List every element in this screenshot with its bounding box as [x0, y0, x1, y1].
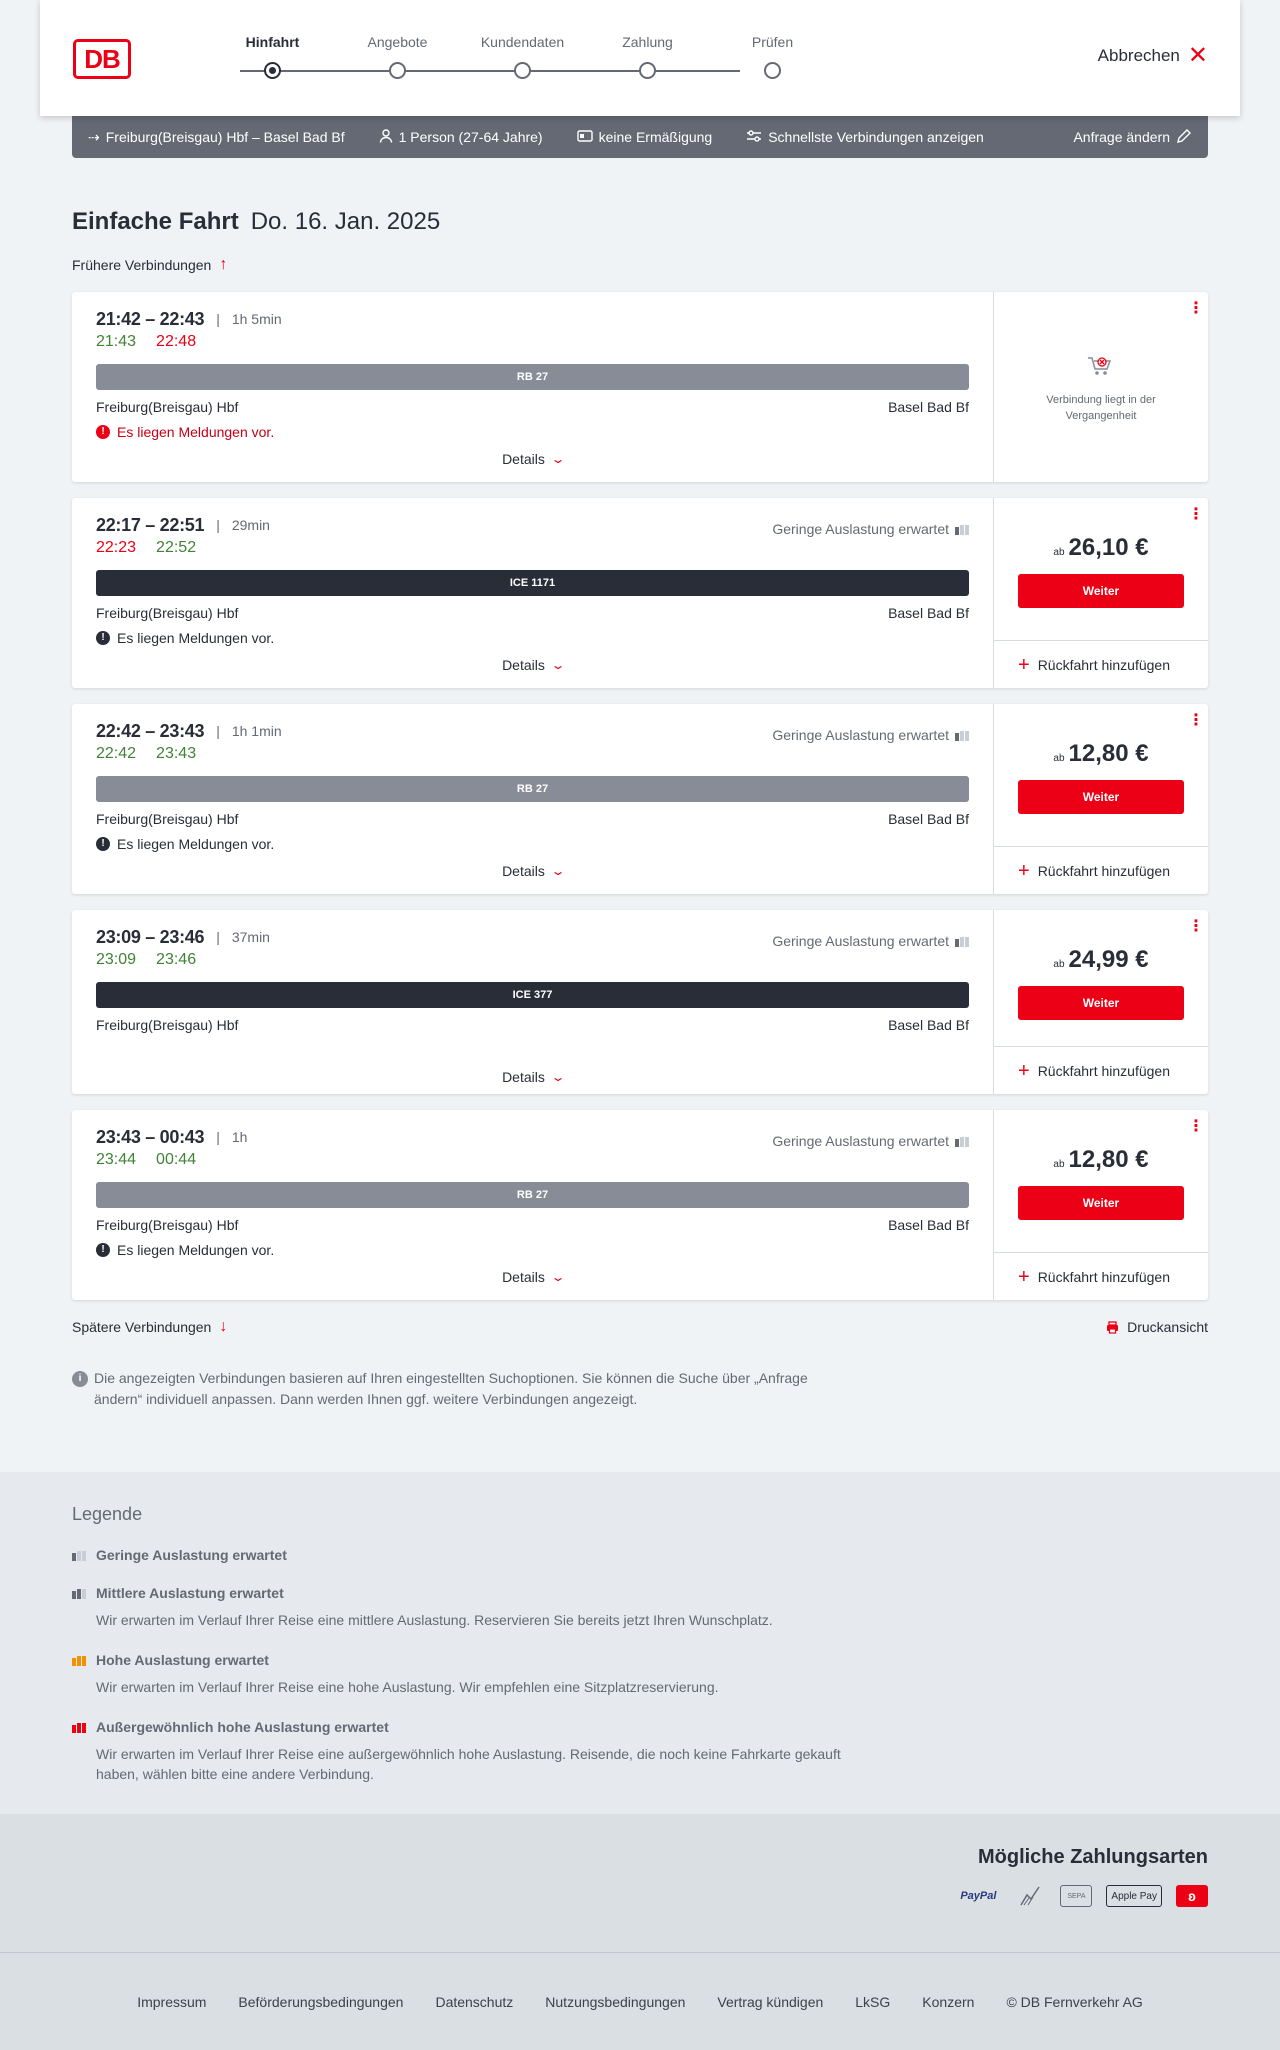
info-icon: i: [72, 1371, 88, 1387]
price-prefix: ab: [1053, 547, 1065, 558]
divider: |: [216, 311, 220, 327]
step-angebote: [335, 34, 460, 56]
message-notice: [96, 1241, 969, 1259]
scheduled-time: 21:42 – 22:43: [96, 308, 205, 329]
price-prefix: ab: [1053, 959, 1065, 970]
realtime-arrival: 00:44: [156, 1151, 197, 1168]
details-label: Details: [502, 451, 545, 467]
details-toggle[interactable]: [96, 657, 969, 691]
add-return-button[interactable]: [994, 846, 1208, 894]
divider: |: [216, 723, 220, 739]
legend-item-label: [72, 1652, 1208, 1668]
stations: [96, 605, 969, 623]
chevron-down-icon: ⌄: [550, 864, 566, 878]
step-dot: [389, 62, 406, 79]
earlier-connections-link[interactable]: [72, 256, 1208, 274]
add-return-label: Rückfahrt hinzufügen: [1037, 656, 1170, 673]
occupancy-low-icon: [955, 729, 969, 741]
connection-card: [72, 292, 1208, 482]
divider: |: [216, 517, 220, 533]
price-value: 12,80 €: [1068, 1146, 1149, 1173]
chevron-down-icon: ⌄: [550, 452, 566, 466]
plus-icon: +: [1018, 1059, 1030, 1082]
earlier-label: Frühere Verbindungen: [72, 257, 212, 273]
occupancy-low-icon: [955, 1135, 969, 1147]
legend-description: Wir erwarten im Verlauf Ihrer Reise eine mittlere Auslastung. Reservieren Sie bereits jetzt Ihren Wunschplatz.: [96, 1612, 773, 1628]
cart-unavailable-icon: [1087, 355, 1113, 377]
query-option: [746, 129, 984, 145]
duration: 37min: [231, 929, 270, 945]
message-notice: [96, 629, 969, 647]
more-options-icon[interactable]: ⋮: [1188, 300, 1204, 317]
legend-item-label: [72, 1719, 1208, 1735]
trip-date: Do. 16. Jan. 2025: [250, 208, 441, 235]
payment-methods-section: [0, 1814, 1280, 1952]
query-travellers-text: 1 Person (27-64 Jahre): [398, 129, 543, 145]
scheduled-time: 22:42 – 23:43: [96, 720, 205, 741]
payment-title: Mögliche Zahlungsarten: [977, 1846, 1208, 1868]
legend-description: Wir erwarten im Verlauf Ihrer Reise eine außergewöhnlich hohe Auslastung. Reisende, die noch keine Fahrkarte gekauft haben, wählen bitte eine andere Verbindung.: [96, 1746, 841, 1782]
occupancy-text: Geringe Auslastung erwartet: [772, 521, 949, 537]
realtime-departure: 22:23: [96, 539, 137, 556]
details-toggle[interactable]: [96, 1269, 969, 1303]
message-text: Es liegen Meldungen vor.: [117, 424, 275, 440]
paypal-icon: PayPal: [960, 1890, 997, 1902]
db-logo[interactable]: DB: [73, 39, 131, 79]
realtime-times: [96, 539, 969, 560]
add-return-label: Rückfahrt hinzufügen: [1037, 1268, 1170, 1285]
step-label: Hinfahrt: [245, 34, 300, 50]
occupancy-level-icon: [72, 1549, 90, 1561]
train-bar[interactable]: ICE 1171: [96, 570, 969, 596]
divider: |: [216, 1129, 220, 1145]
occupancy-text: Geringe Auslastung erwartet: [772, 727, 949, 743]
realtime-arrival: 22:52: [156, 539, 197, 556]
connection-details[interactable]: [72, 1110, 994, 1300]
realtime-times: [96, 745, 969, 766]
more-options-icon[interactable]: ⋮: [1188, 712, 1204, 729]
train-bar[interactable]: ICE 377: [96, 982, 969, 1008]
progress-steps: [210, 34, 794, 84]
message-text: Es liegen Meldungen vor.: [117, 836, 275, 852]
details-toggle[interactable]: [96, 1069, 969, 1103]
price: [994, 946, 1208, 974]
footer-link-befoerderungsbedingungen[interactable]: Beförderungsbedingungen: [238, 1993, 404, 2010]
alert-icon: !: [96, 837, 110, 851]
legend-item-label: [72, 1547, 1208, 1563]
legend-item: [72, 1547, 1208, 1563]
pencil-icon: [1176, 128, 1192, 147]
duration: 29min: [231, 517, 270, 533]
arrow-down-icon: ↓: [219, 1318, 228, 1335]
connection-card: [72, 910, 1208, 1094]
price-prefix: ab: [1053, 753, 1065, 764]
query-discount: [577, 129, 713, 145]
credit-card-icon: [1014, 1885, 1046, 1907]
train-bar[interactable]: RB 27: [96, 776, 969, 802]
cancel-label: Abbrechen: [1097, 46, 1180, 65]
continue-button[interactable]: Weiter: [1018, 780, 1184, 814]
occupancy-low-icon: [955, 523, 969, 535]
offer-panel: [994, 1110, 1208, 1300]
arrival-station: Basel Bad Bf: [888, 399, 969, 415]
more-options-icon[interactable]: ⋮: [1188, 506, 1204, 523]
continue-button[interactable]: Weiter: [1018, 574, 1184, 608]
later-connections-link[interactable]: [72, 1318, 227, 1336]
offer-panel: [994, 910, 1208, 1094]
step-dot: [639, 62, 656, 79]
step-label: Kundendaten: [480, 34, 565, 50]
arrow-up-icon: ↑: [219, 256, 228, 273]
step-hinfahrt[interactable]: [210, 34, 335, 56]
footer-link-nutzungsbedingungen[interactable]: Nutzungsbedingungen: [545, 1993, 686, 2010]
occupancy-level-icon: [72, 1587, 90, 1599]
realtime-departure: 21:43: [96, 333, 137, 350]
duration: 1h: [231, 1129, 248, 1145]
duration: 1h 5min: [231, 311, 282, 327]
offer-panel: [994, 498, 1208, 688]
connection-card: [72, 498, 1208, 688]
stations: [96, 399, 969, 417]
close-icon: ✕: [1187, 42, 1208, 69]
footer-link-vertrag-kuendigen[interactable]: Vertrag kündigen: [717, 1993, 824, 2010]
legend-label-text: Mittlere Auslastung erwartet: [96, 1585, 284, 1601]
realtime-times: [96, 951, 969, 972]
realtime-departure: 23:44: [96, 1151, 137, 1168]
occupancy-text: Geringe Auslastung erwartet: [772, 933, 949, 949]
legend-label-text: Außergewöhnlich hohe Auslastung erwartet: [96, 1719, 389, 1735]
details-toggle[interactable]: [96, 451, 969, 485]
realtime-times: [96, 1151, 969, 1172]
query-travellers: [379, 129, 543, 146]
legend-item-label: [72, 1585, 1208, 1601]
print-label: Druckansicht: [1127, 1319, 1208, 1335]
query-discount-text: keine Ermäßigung: [598, 129, 713, 145]
details-label: Details: [502, 1069, 545, 1085]
past-connection-text: Verbindung liegt in der Vergangenheit: [1046, 394, 1156, 422]
scheduled-time: 23:43 – 00:43: [96, 1126, 205, 1147]
details-label: Details: [502, 863, 545, 879]
footer-link-lksg[interactable]: LkSG: [855, 1993, 891, 2010]
print-view-link[interactable]: [1106, 1318, 1208, 1336]
alert-icon: !: [96, 1243, 110, 1257]
legend-label-text: Geringe Auslastung erwartet: [96, 1547, 287, 1563]
legend-section: [0, 1472, 1280, 1814]
payment-icons: [72, 1885, 1208, 1907]
footer-link-impressum[interactable]: Impressum: [137, 1993, 207, 2010]
legend-item: [72, 1652, 1208, 1697]
db-bonus-icon: ʚ: [1176, 1885, 1208, 1907]
realtime-departure: 23:09: [96, 951, 137, 968]
plus-icon: +: [1018, 653, 1030, 676]
later-label: Spätere Verbindungen: [72, 1319, 212, 1335]
trip-type: Einfache Fahrt: [72, 208, 239, 235]
step-label: Angebote: [367, 34, 428, 50]
departure-station: Freiburg(Breisgau) Hbf: [96, 811, 239, 827]
legend-description: Wir erwarten im Verlauf Ihrer Reise eine hohe Auslastung. Wir empfehlen eine Sitzplatzreservierung.: [96, 1679, 719, 1695]
arrival-station: Basel Bad Bf: [888, 1217, 969, 1233]
train-bar[interactable]: RB 27: [96, 364, 969, 390]
add-return-button[interactable]: [994, 1252, 1208, 1300]
continue-button[interactable]: Weiter: [1018, 986, 1184, 1020]
results-footer-links: [72, 1318, 1208, 1336]
footer-copyright: © DB Fernverkehr AG: [1006, 1993, 1143, 2010]
arrival-station: Basel Bad Bf: [888, 1017, 969, 1033]
price: [994, 1146, 1208, 1174]
occupancy-indicator: [772, 727, 969, 743]
chevron-down-icon: ⌄: [550, 1070, 566, 1084]
cancel-button[interactable]: [1097, 42, 1208, 69]
chevron-down-icon: ⌄: [550, 658, 566, 672]
price: [994, 740, 1208, 768]
message-notice: [96, 835, 969, 853]
message-text: Es liegen Meldungen vor.: [117, 1242, 275, 1258]
scheduled-time: 22:17 – 22:51: [96, 514, 205, 535]
alert-icon: !: [96, 425, 110, 439]
price-value: 12,80 €: [1068, 740, 1149, 767]
more-options-icon[interactable]: ⋮: [1188, 1118, 1204, 1135]
occupancy-indicator: [772, 1133, 969, 1149]
message-notice: [96, 423, 969, 441]
page-title: [72, 208, 1208, 236]
departure-station: Freiburg(Breisgau) Hbf: [96, 399, 239, 415]
connection-list: [72, 292, 1208, 1300]
chevron-down-icon: ⌄: [550, 1270, 566, 1284]
info-note: [72, 1368, 852, 1410]
card-icon: [577, 129, 593, 145]
sepa-icon: SEPA: [1060, 1885, 1092, 1907]
details-label: Details: [502, 657, 545, 673]
change-query-button[interactable]: [1073, 128, 1192, 147]
alert-icon: !: [96, 631, 110, 645]
legend-item: [72, 1585, 1208, 1630]
step-zahlung: [585, 34, 710, 56]
realtime-arrival: 23:46: [156, 951, 197, 968]
step-pruefen: [710, 34, 835, 56]
connection-details[interactable]: [72, 910, 994, 1094]
booking-header: [40, 0, 1240, 116]
price: [994, 534, 1208, 562]
occupancy-level-icon: [72, 1721, 90, 1733]
query-route: [88, 129, 345, 146]
more-options-icon[interactable]: ⋮: [1188, 918, 1204, 935]
connection-card: [72, 1110, 1208, 1300]
add-return-button[interactable]: [994, 640, 1208, 688]
divider: |: [216, 929, 220, 945]
step-dot: [764, 62, 781, 79]
schedule-times: [96, 308, 969, 330]
arrow-right-icon: ⇢: [88, 128, 100, 145]
info-text: Die angezeigten Verbindungen basieren auf Ihren eingestellten Suchoptionen. Sie können die Suche über „Anfrage ändern“ individuell anpassen. Dann werden Ihnen ggf. weitere Verbindungen angezeigt.: [94, 1370, 808, 1407]
realtime-times: [96, 333, 969, 354]
legend-title: Legende: [72, 1504, 143, 1524]
continue-button[interactable]: Weiter: [1018, 1186, 1184, 1220]
occupancy-text: Geringe Auslastung erwartet: [772, 1133, 949, 1149]
duration: 1h 1min: [231, 723, 282, 739]
legend-list: [72, 1547, 1208, 1784]
connection-card: [72, 704, 1208, 894]
add-return-label: Rückfahrt hinzufügen: [1037, 1062, 1170, 1079]
add-return-label: Rückfahrt hinzufügen: [1037, 862, 1170, 879]
query-option-text: Schnellste Verbindungen anzeigen: [768, 129, 984, 145]
footer: [0, 1952, 1280, 2050]
footer-link-datenschutz[interactable]: Datenschutz: [435, 1993, 514, 2010]
stations: [96, 811, 969, 829]
change-query-label: Anfrage ändern: [1073, 129, 1170, 145]
arrival-station: Basel Bad Bf: [888, 811, 969, 827]
step-dot: [264, 62, 281, 79]
realtime-arrival: 23:43: [156, 745, 197, 762]
details-toggle[interactable]: [96, 863, 969, 897]
stations: [96, 1017, 969, 1035]
results-container: [72, 208, 1208, 1410]
step-label: Prüfen: [751, 34, 794, 50]
plus-icon: +: [1018, 859, 1030, 882]
add-return-button[interactable]: [994, 1046, 1208, 1094]
legend-label-text: Hohe Auslastung erwartet: [96, 1652, 269, 1668]
realtime-departure: 22:42: [96, 745, 137, 762]
progress-line: [240, 70, 740, 72]
offer-panel: [994, 292, 1208, 482]
realtime-arrival: 22:48: [156, 333, 197, 350]
message-text: Es liegen Meldungen vor.: [117, 630, 275, 646]
step-kundendaten: [460, 34, 585, 56]
occupancy-indicator: [772, 933, 969, 949]
legend-item: [72, 1719, 1208, 1784]
print-icon: [1106, 1321, 1119, 1334]
apple-pay-icon: Apple Pay: [1106, 1885, 1162, 1907]
scheduled-time: 23:09 – 23:46: [96, 926, 205, 947]
departure-station: Freiburg(Breisgau) Hbf: [96, 1217, 239, 1233]
footer-link-konzern[interactable]: Konzern: [922, 1993, 975, 2010]
person-icon: [379, 129, 393, 146]
query-summary-bar: [72, 116, 1208, 158]
sliders-icon: [746, 129, 762, 145]
occupancy-level-icon: [72, 1654, 90, 1666]
arrival-station: Basel Bad Bf: [888, 605, 969, 621]
train-bar[interactable]: RB 27: [96, 1182, 969, 1208]
plus-icon: +: [1018, 1265, 1030, 1288]
step-dot: [514, 62, 531, 79]
price-value: 24,99 €: [1068, 946, 1149, 973]
details-label: Details: [502, 1269, 545, 1285]
offer-panel: [994, 704, 1208, 894]
occupancy-indicator: [772, 521, 969, 537]
departure-station: Freiburg(Breisgau) Hbf: [96, 1017, 239, 1033]
price-prefix: ab: [1053, 1159, 1065, 1170]
connection-details[interactable]: [72, 498, 994, 688]
step-label: Zahlung: [622, 34, 673, 50]
price-value: 26,10 €: [1068, 534, 1149, 561]
connection-details[interactable]: [72, 292, 994, 482]
occupancy-low-icon: [955, 935, 969, 947]
departure-station: Freiburg(Breisgau) Hbf: [96, 605, 239, 621]
stations: [96, 1217, 969, 1235]
connection-details[interactable]: [72, 704, 994, 894]
query-route-text: Freiburg(Breisgau) Hbf – Basel Bad Bf: [105, 129, 345, 145]
